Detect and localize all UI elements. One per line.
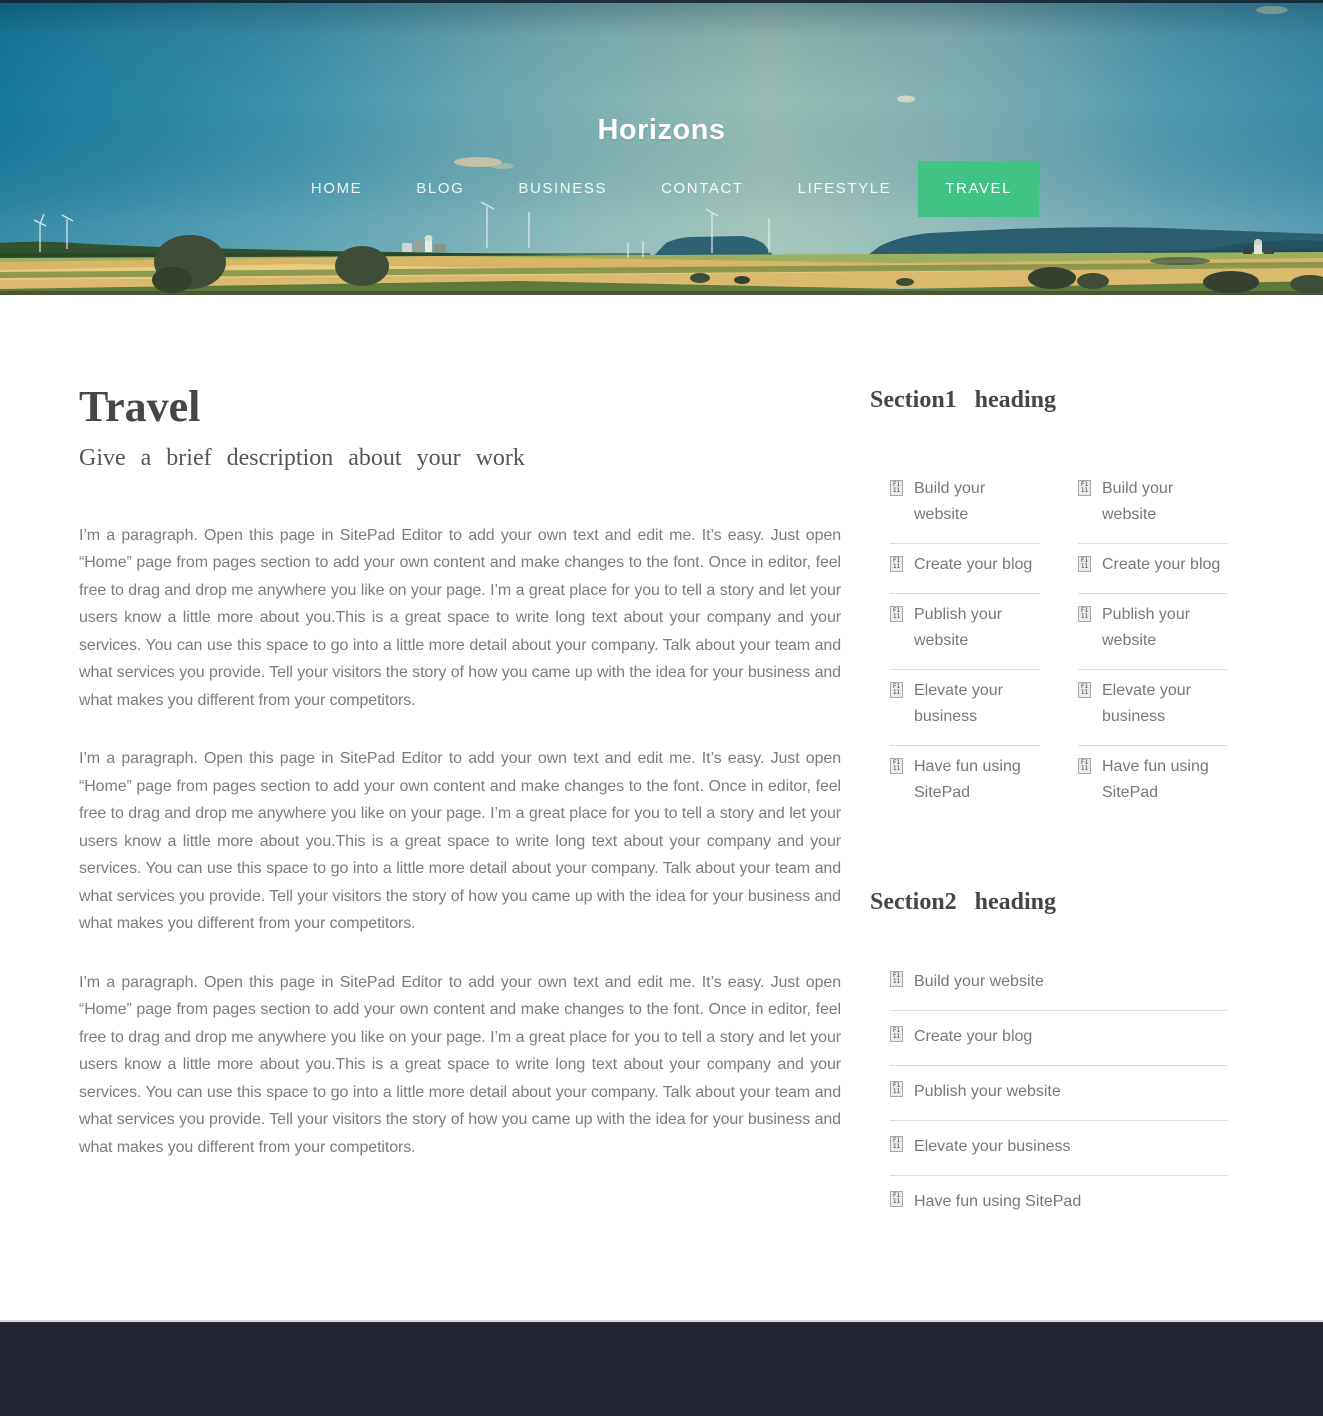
- nav-item-contact[interactable]: CONTACT: [661, 180, 744, 197]
- section2-heading: Section2 heading: [870, 889, 1057, 915]
- nav-item-travel-active[interactable]: TRAVEL: [918, 161, 1039, 217]
- missing-glyph-icon: F1 11: [890, 606, 903, 622]
- list-item[interactable]: [890, 544, 1040, 594]
- list-item-label: Create your blog: [914, 556, 1033, 573]
- list-item-label: Publish your website: [1102, 606, 1191, 649]
- list-item-label: Elevate your business: [914, 1138, 1071, 1155]
- missing-glyph-icon: F1 11: [890, 971, 903, 987]
- list-item[interactable]: [890, 1176, 1228, 1230]
- missing-glyph-icon: F1 11: [1078, 606, 1091, 622]
- paragraph: I’m a paragraph. Open this page in SitePad Editor to add your own text and edit me. It’s easy. Just open “Home” page from pages section to add your own content and make changes to the font. Once in editor, feel free to drag and drop me anywhere you like on your page. I’m a great place for you to tell a story and let your users know a little more about you.This is a great space to write long text about your company and your services. You can use this space to go into a little more detail about your company. Talk about your team and what services you provide. Tell your visitors the story of how you came up with the idea for your business and what makes you different from your competitors.: [79, 526, 841, 709]
- hero-landscape-image: [0, 0, 1323, 295]
- list-item[interactable]: [890, 746, 1040, 821]
- nav-item-blog[interactable]: BLOG: [416, 180, 465, 197]
- list-item[interactable]: [890, 670, 1040, 746]
- missing-glyph-icon: F1 11: [1078, 758, 1091, 774]
- missing-glyph-icon: F1 11: [890, 1191, 903, 1207]
- section2-list: [870, 956, 1228, 1230]
- list-item[interactable]: [1078, 594, 1228, 670]
- sidebar: [870, 383, 1228, 1230]
- section2-block: [870, 889, 1228, 1230]
- section1-column-1: [890, 468, 1040, 821]
- missing-glyph-icon: F1 11: [1078, 556, 1091, 572]
- list-item[interactable]: [1078, 670, 1228, 746]
- list-item[interactable]: [890, 594, 1040, 670]
- section1-heading: Section1 heading: [870, 387, 1057, 413]
- section1-column-2: [1078, 468, 1228, 821]
- hero-header: [0, 0, 1323, 295]
- missing-glyph-icon: F1 11: [890, 1026, 903, 1042]
- nav-item-lifestyle[interactable]: LIFESTYLE: [797, 180, 892, 197]
- list-item-label: Elevate your business: [914, 682, 1003, 725]
- list-item-label: Have fun using SitePad: [914, 1193, 1082, 1210]
- list-item[interactable]: [890, 468, 1040, 544]
- body-paragraphs: [79, 522, 841, 1162]
- content-area: [0, 295, 1323, 1320]
- list-item-label: Publish your website: [914, 1083, 1061, 1100]
- missing-glyph-icon: F1 11: [890, 480, 903, 496]
- list-item[interactable]: [1078, 746, 1228, 821]
- missing-glyph-icon: F1 11: [1078, 682, 1091, 698]
- list-item-label: Have fun using SitePad: [914, 758, 1021, 801]
- footer: [0, 1320, 1323, 1416]
- list-item-label: Publish your website: [914, 606, 1003, 649]
- missing-glyph-icon: F1 11: [1078, 480, 1091, 496]
- main-column: [79, 383, 841, 1161]
- missing-glyph-icon: F1 11: [890, 758, 903, 774]
- list-item[interactable]: [890, 956, 1228, 1011]
- list-item-label: Elevate your business: [1102, 682, 1191, 725]
- nav-item-home[interactable]: HOME: [310, 180, 363, 197]
- nav-item-business[interactable]: BUSINESS: [518, 180, 608, 197]
- missing-glyph-icon: F1 11: [890, 556, 903, 572]
- list-item-label: Create your blog: [914, 1028, 1033, 1045]
- list-item-label: Build your website: [1102, 480, 1174, 523]
- list-item-label: Build your website: [914, 480, 986, 523]
- list-item-label: Have fun using SitePad: [1102, 758, 1209, 801]
- list-item[interactable]: [1078, 544, 1228, 594]
- missing-glyph-icon: F1 11: [890, 1136, 903, 1152]
- main-nav: [0, 161, 1323, 217]
- section1-list: [870, 468, 1228, 821]
- list-item[interactable]: [890, 1011, 1228, 1066]
- site-title: Horizons: [597, 114, 726, 146]
- page-subtitle: Give a brief description about your work: [79, 444, 525, 471]
- paragraph: I’m a paragraph. Open this page in SitePad Editor to add your own text and edit me. It’s easy. Just open “Home” page from pages section to add your own content and make changes to the font. Once in editor, feel free to drag and drop me anywhere you like on your page. I’m a great place for you to tell a story and let your users know a little more about you.This is a great space to write long text about your company and your services. You can use this space to go into a little more detail about your company. Talk about your team and what services you provide. Tell your visitors the story of how you came up with the idea for your business and what makes you different from your competitors.: [79, 973, 841, 1156]
- list-item[interactable]: [890, 1121, 1228, 1176]
- list-item-label: Build your website: [914, 973, 1044, 990]
- list-item[interactable]: [1078, 468, 1228, 544]
- list-item[interactable]: [890, 1066, 1228, 1121]
- missing-glyph-icon: F1 11: [890, 1081, 903, 1097]
- list-item-label: Create your blog: [1102, 556, 1221, 573]
- paragraph: I’m a paragraph. Open this page in SitePad Editor to add your own text and edit me. It’s easy. Just open “Home” page from pages section to add your own content and make changes to the font. Once in editor, feel free to drag and drop me anywhere you like on your page. I’m a great place for you to tell a story and let your users know a little more about you.This is a great space to write long text about your company and your services. You can use this space to go into a little more detail about your company. Talk about your team and what services you provide. Tell your visitors the story of how you came up with the idea for your business and what makes you different from your competitors.: [79, 750, 841, 933]
- missing-glyph-icon: F1 11: [890, 682, 903, 698]
- page-title: Travel: [79, 382, 201, 431]
